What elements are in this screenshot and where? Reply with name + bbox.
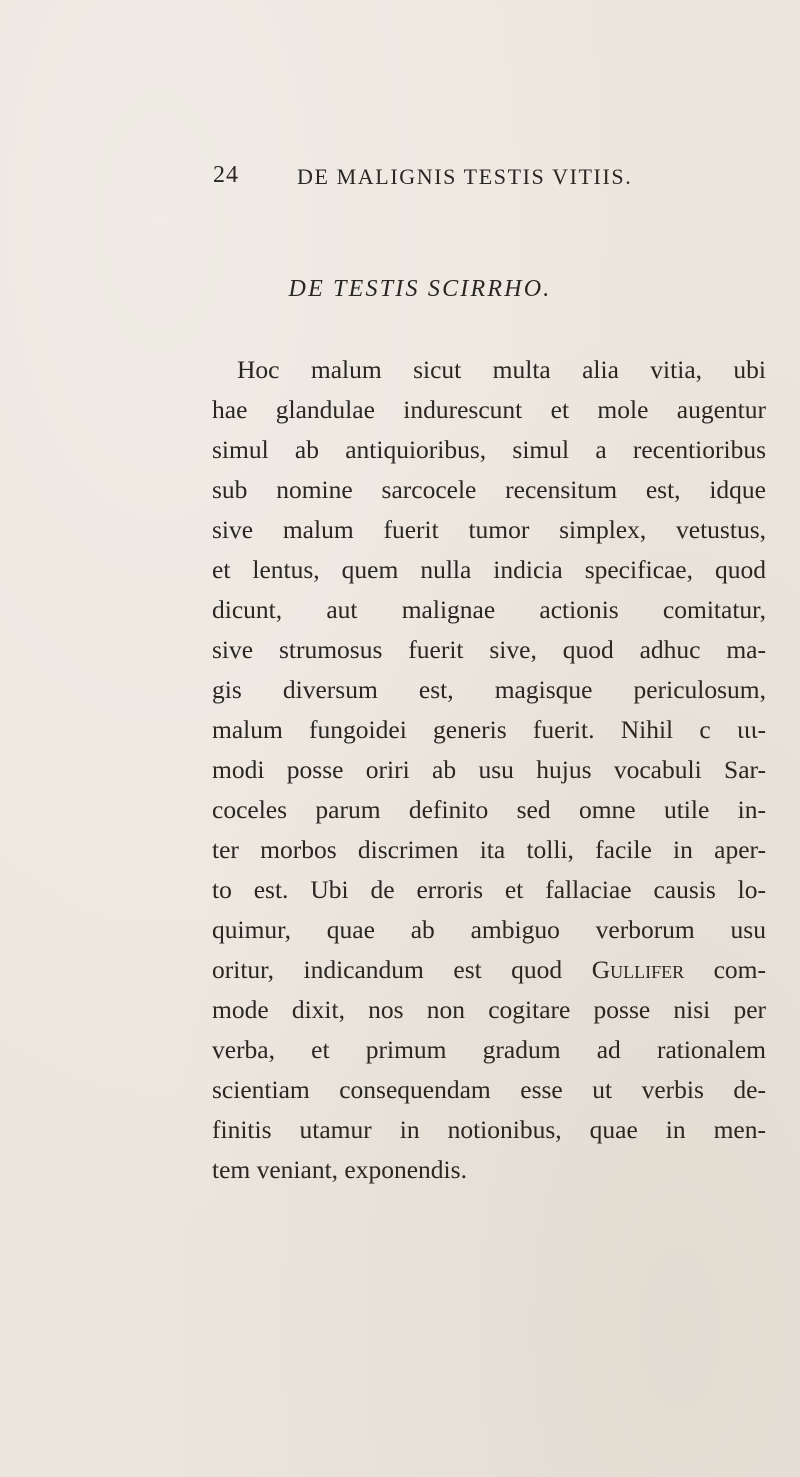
text-line: oritur, indicandum est quod Gullifer com- xyxy=(212,955,766,984)
author-name: Gullifer xyxy=(591,955,685,984)
text-line: sive malum fuerit tumor simplex, vetustus, xyxy=(212,515,766,544)
text-line: Hoc malum sicut multa alia vitia, ubi xyxy=(237,355,766,384)
text-line: et lentus, quem nulla indicia specificae, quod xyxy=(212,555,766,584)
text-line: ter morbos discrimen ita tolli, facile in aper- xyxy=(212,835,766,864)
section-title: DE TESTIS SCIRRHO. xyxy=(288,276,552,302)
text-line: mode dixit, nos non cogitare posse nisi per xyxy=(212,995,766,1024)
text-line: scientiam consequendam esse ut verbis de- xyxy=(212,1075,766,1104)
text-line: sub nomine sarcocele recensitum est, idque xyxy=(212,475,766,504)
text-line: finitis utamur in notionibus, quae in men- xyxy=(212,1115,766,1144)
text-line: coceles parum definito sed omne utile in- xyxy=(212,795,766,824)
text-line: sive strumosus fuerit sive, quod adhuc ma- xyxy=(212,635,766,664)
text-line: tem veniant, exponendis. xyxy=(212,1155,467,1184)
text-line: dicunt, aut malignae actionis comitatur, xyxy=(212,595,766,624)
text-line: quimur, quae ab ambiguo verborum usu xyxy=(212,915,766,944)
page-number: 24 xyxy=(213,162,239,188)
text-line: verba, et primum gradum ad rationalem xyxy=(212,1035,766,1064)
text-line: to est. Ubi de erroris et fallaciae causis lo- xyxy=(212,875,766,904)
text-line: gis diversum est, magisque periculosum, xyxy=(212,675,766,704)
text-line: hae glandulae indurescunt et mole augentur xyxy=(212,395,766,424)
text-line: modi posse oriri ab usu hujus vocabuli Sar- xyxy=(212,755,766,784)
running-head xyxy=(213,162,693,198)
text-line: simul ab antiquioribus, simul a recentioribus xyxy=(212,435,766,464)
running-title: DE MALIGNIS TESTIS VITIIS. xyxy=(297,164,633,189)
text-line: malum fungoidei generis fuerit. Nihil c ιιι- xyxy=(212,715,766,744)
